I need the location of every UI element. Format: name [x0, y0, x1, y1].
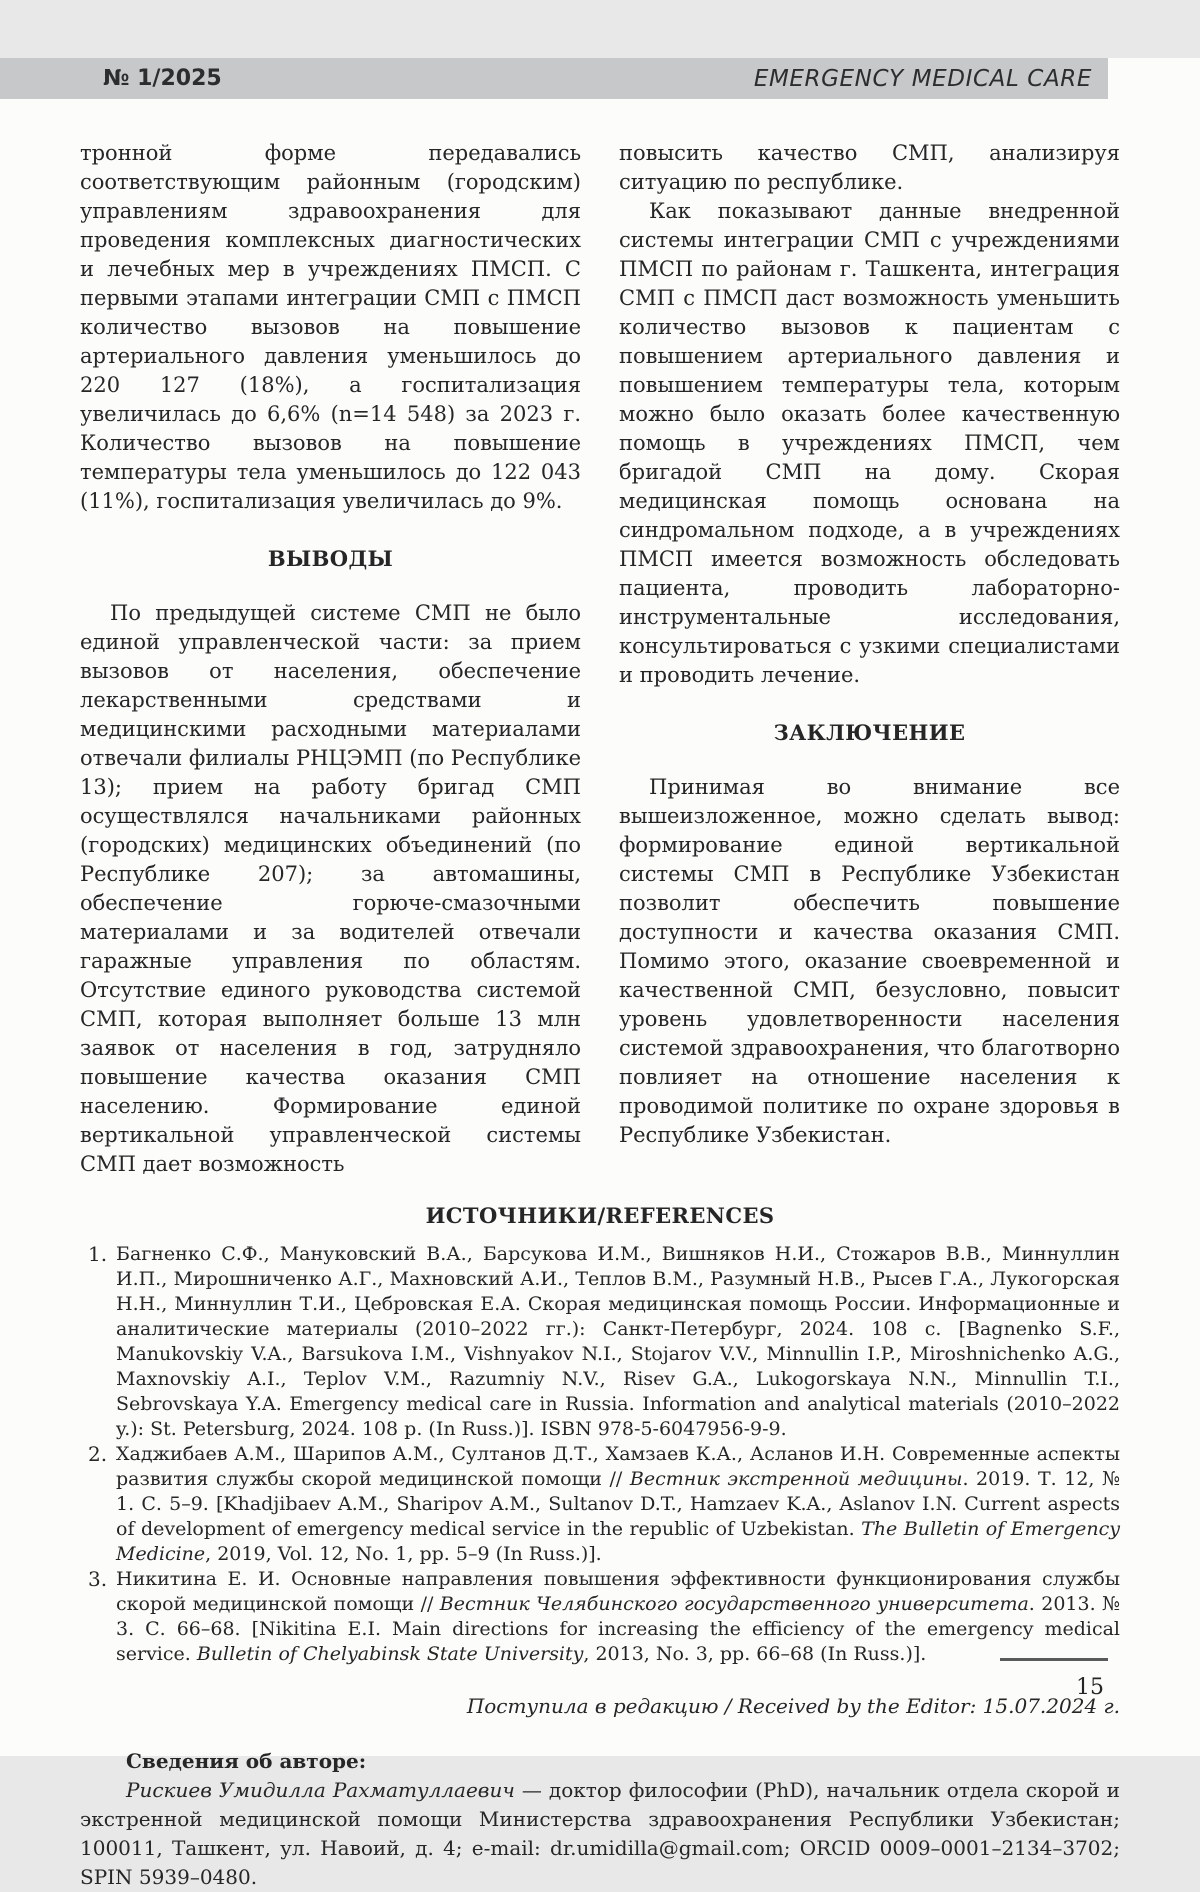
reference-text-segment: Никитина Е. И. Основные направления повышения эффективности функционирования службы скорой медицинской помощи // [116, 1568, 1120, 1615]
right-column [619, 139, 1120, 1179]
reference-number: 3. [88, 1567, 108, 1591]
paragraph: Принимая во внимание все вышеизложенное, можно сделать вывод: формирование единой вертикальной системы СМП в Республике Узбекистан позволит обеспечить повышение доступности и качества оказания СМП. Помимо этого, оказание своевременной и качественной СМП, безусловно, повысит уровень удовлетворенности населения системой здравоохранения, что благотворно повлияет на отношение населения к проводимой политике по охране здоровья в Республике Узбекистан. [619, 775, 1120, 1147]
left-column [80, 139, 581, 1179]
section-heading-conclusions-ru: ВЫВОДЫ [267, 546, 394, 571]
reference-text-segment: , 2019, Vol. 12, No. 1, pp. 5–9 (In Russ.)]. [205, 1543, 602, 1565]
page-footer [988, 1658, 1108, 1700]
reference-number: 1. [88, 1242, 108, 1266]
article-body [0, 99, 1200, 1892]
journal-page [0, 58, 1200, 1889]
reference-text-segment: Хаджибаев А.М., Шарипов А.М., Султанов Д.Т., Хамзаев К.А., Асланов И.Н. Современные аспекты развития службы скорой медицинской помощи // [116, 1443, 1120, 1490]
reference-text-segment: Багненко С.Ф., Мануковский В.А., Барсукова И.М., Вишняков Н.И., Стожаров В.В., Миннуллин И.П., Мирошниченко А.Г., Махновский А.И., Теплов В.М., Разумный Н.В., Рысев Г.А., Лукогорская Н.Н., Миннуллин Т.И., Цебровская Е.А. Скорая медицинская помощь России. Информационные и аналитические материалы (2010–2022 гг.): Санкт-Петербург, 2024. 108 с. [Bagnenko S.F., Manukovskiy V.A., Barsukova I.M., Vishnyakov N.I., Stojarov V.V., Minnullin I.P., Miroshnichenko A.G., Maxnovskiy A.I., Teplov V.M., Razumniy N.V., Risev G.A., Lukogorskaya N.N., Minnullin T.I., Sebrovskaya Y.A. Emergency medical care in Russia. Information and analytical materials (2010–2022 y.): St. Petersburg, 2024. 108 p. (In Russ.)]. ISBN 978-5-6047956-9-9. [116, 1243, 1120, 1440]
references-list [80, 1242, 1120, 1667]
reference-journal-title: Вестник экстренной медицины [629, 1468, 963, 1490]
two-column-text [80, 139, 1120, 1179]
reference-journal-title: Вестник Челябинского государственного университета [439, 1593, 1029, 1615]
paragraph: Как показывают данные внедренной системы интеграции СМП с учреждениями ПМСП по районам г. Ташкента, интеграция СМП с ПМСП даст возможность уменьшить количество вызовов к пациентам с повышением артериального давления и повышением температуры тела, которым можно было оказать более качественную помощь в учреждениях ПМСП, чем бригадой СМП на дому. Скорая медицинская помощь основана на синдромальном подходе, а в учреждениях ПМСП имеется возможность обследовать пациента, проводить лабораторно-инструментальные исследования, консультироваться с узкими специалистами и проводить лечение. [619, 199, 1120, 687]
author-info-heading: Сведения об авторе: [126, 1749, 367, 1773]
section-heading-final-conclusion: ЗАКЛЮЧЕНИЕ [773, 720, 966, 745]
references-heading: ИСТОЧНИКИ/REFERENCES [425, 1203, 775, 1228]
reference-text-segment: . 2019. Т. 12, № 1. С. 5–9. [Khadjibaev A.M., Sharipov A.M., Sultanov D.T., Hamzaev K.A., Aslanov I.N. Current aspects of development of emergency medical service in the republic of Uzbekistan. [116, 1468, 1121, 1540]
reference-text-segment: , 2013, No. 3, pp. 66–68 (In Russ.)]. [583, 1643, 927, 1665]
paragraph: По предыдущей системе СМП не было единой управленческой части: за прием вызовов от населения, обеспечение лекарственными средствами и медицинскими расходными материалами отвечали филиалы РНЦЭМП (по Республике 13); прием на работу бригад СМП осуществлялся начальниками районных (городских) медицинских объединений (по Республике 207); за автомашины, обеспечение горюче-смазочными материалами и за водителей отвечали гаражные управления по областям. Отсутствие единого руководства системой СМП, которая выполняет больше 13 млн заявок от населения в год, затрудняло повышение качества оказания СМП населению. Формирование единой вертикальной управленческой системы СМП дает возможность [80, 601, 581, 1176]
reference-item [80, 1242, 1120, 1442]
page-number: 15 [1076, 1675, 1104, 1700]
reference-item [80, 1567, 1120, 1667]
reference-text [116, 1567, 1120, 1667]
paragraph-continuation: повысить качество СМП, анализируя ситуацию по республике. [619, 141, 1120, 194]
received-line: Поступила в редакцию / Received by the Editor: 15.07.2024 г. [466, 1694, 1120, 1718]
reference-text [116, 1242, 1120, 1442]
author-name: Рискиев Умидилла Рахматуллаевич [126, 1778, 515, 1802]
reference-number: 2. [88, 1442, 108, 1466]
journal-title: EMERGENCY MEDICAL CARE [753, 65, 1092, 92]
reference-journal-title: The Bulletin of Emergency Medicine [116, 1518, 1120, 1565]
issue-number: № 1/2025 [103, 66, 222, 91]
footer-rule [1000, 1658, 1108, 1661]
header-bar [0, 58, 1108, 99]
author-info-section [80, 1747, 1120, 1892]
author-details: — доктор философии (PhD), начальник отдела скорой и экстренной медицинской помощи Министерства здравоохранения Республики Узбекистан; 100011, Ташкент, ул. Навоий, д. 4; e-mail: dr.umidilla@gmail.com; ORCID 0009–0001–2134–3702; SPIN 5939–0480. [80, 1778, 1121, 1889]
reference-journal-title: Bulletin of Chelyabinsk State University [196, 1643, 584, 1665]
reference-text [116, 1442, 1120, 1567]
author-paragraph [80, 1776, 1120, 1892]
reference-text-segment: . 2013. № 3. С. 66–68. [Nikitina E.I. Main directions for increasing the efficiency of the emergency medical service. [116, 1593, 1120, 1665]
reference-item [80, 1442, 1120, 1567]
paragraph-continuation: тронной форме передавались соответствующим районным (городским) управлениям здравоохранения для проведения комплексных диагностических и лечебных мер в учреждениях ПМСП. С первыми этапами интеграции СМП с ПМСП количество вызовов на повышение артериального давления уменьшилось до 220 127 (18%), а госпитализация увеличилась до 6,6% (n=14 548) за 2023 г. Количество вызовов на повышение температуры тела уменьшилось до 122 043 (11%), госпитализация увеличилась до 9%. [80, 141, 581, 513]
